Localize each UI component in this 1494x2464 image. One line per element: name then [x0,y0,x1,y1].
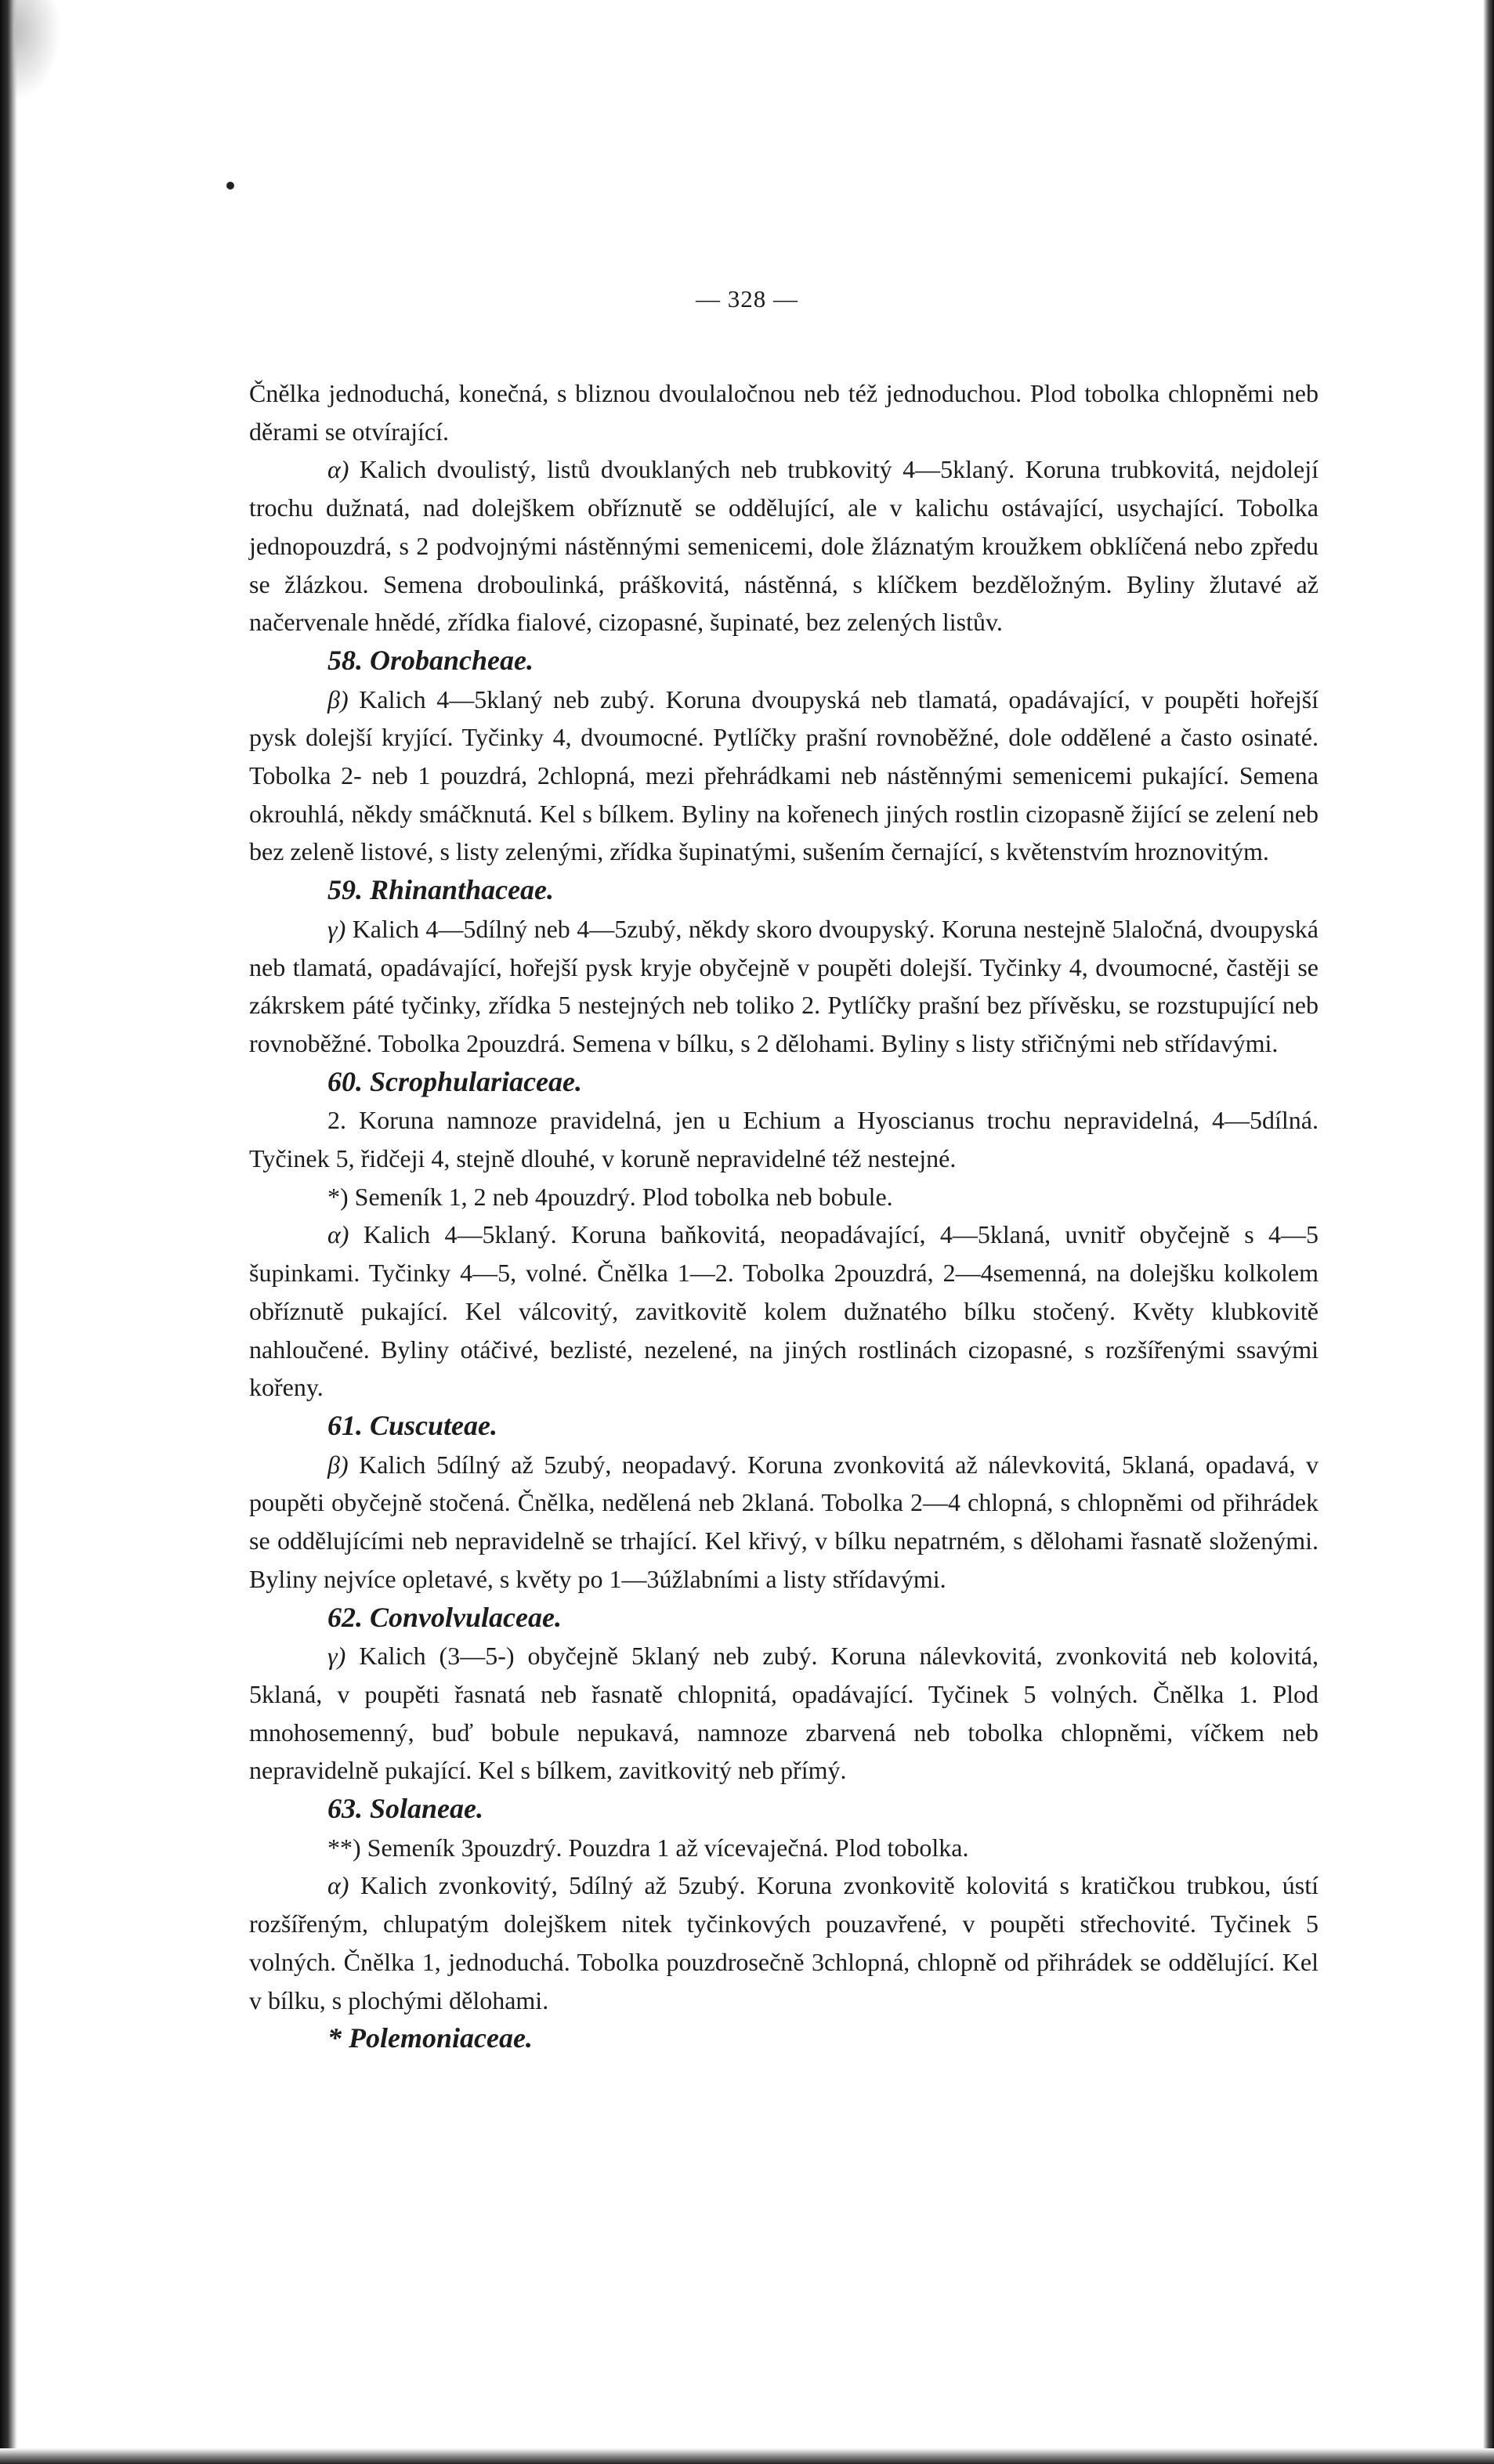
paragraph-text: Čnělka jednoduchá, konečná, s bliznou dvoulaločnou neb též jednoduchou. Plod tobolka chlopněmi neb děrami se otvírající. [249,379,1319,446]
paragraph-marker: β) [327,685,349,714]
family-name: * Polemoniaceae. [327,2022,533,2054]
family-name: 63. Solaneae. [327,1793,484,1825]
paragraph-text: Kalich 4—5klaný. Koruna baňkovitá, neopadávající, 4—5klaná, uvnitř obyčejně s 4—5 šupinkami. Tyčinky 4—5, volné. Čnělka 1—2. Tobolka 2pouzdrá, 2—4semenná, na dolejšku kolkolem obříznutě pukající. Kel válcovitý, zavitkovitě kolem dužnatého bílku stočený. Květy klubkovitě nahloučené. Byliny otáčivé, bezlisté, nezelené, na jiných rostlinách cizopasné, s rozšířenými ssavými kořeny. [249,1220,1319,1402]
paragraph-ovary-note-2 [249,1829,1319,1867]
scan-edge-bottom [0,2448,1494,2464]
scan-edge-right [1483,0,1494,2464]
family-name: 58. Orobancheae. [327,644,534,676]
family-name: 59. Rhinanthaceae. [327,874,555,906]
paragraph-intro [249,374,1319,450]
paragraph-text: *) Semeník 1, 2 neb 4pouzdrý. Plod tobolka neb bobule. [327,1182,893,1211]
family-name: 62. Convolvulaceae. [327,1601,562,1633]
paragraph-text: Kalich 4—5klaný neb zubý. Koruna dvoupyská neb tlamatá, opadávající, v poupěti hořejší pysk dolejší kryjící. Tyčinky 4, dvoumocné. Pytlíčky prašní rovnoběžné, dole oddělené a často osinaté. Tobolka 2- neb 1 pouzdrá, 2chlopná, mezi přehrádkami neb nástěnnými semenicemi pukající. Semena okrouhlá, někdy smáčknutá. Kel s bílkem. Byliny na kořenech jiných rostlin cizopasně žijící se zelení neb bez zeleně listové, s listy zelenými, zřídka šupinatými, sušením černající, s květenstvím hroznovitým. [249,685,1319,866]
paragraph-marker: γ) [327,1642,346,1671]
paragraph-text: Kalich 4—5dílný neb 4—5zubý, někdy skoro dvoupyský. Koruna nestejně 5laločná, dvoupyská neb tlamatá, opadávající, hořejší pysk kryje obyčejně v poupěti dolejší. Tyčinky 4, dvoumocné, častěji se zákrskem páté tyčinky, zřídka 5 nestejných neb toliko 2. Pytlíčky prašní bez přívěsku, se rozstupující neb rovnoběžné. Tobolka 2pouzdrá. Semena v bílku, s 2 dělohami. Byliny s listy střičnými neb střídavými. [249,914,1319,1057]
paragraph-text: 2. Koruna namnoze pravidelná, jen u Echium a Hyoscianus trochu nepravidelná, 4—5dílná. Tyčinek 5, řidčeji 4, stejně dlouhé, v koruně nepravidelné též nestejné. [249,1106,1319,1173]
paragraph-solaneae [249,1637,1319,1829]
paragraph-corolla-regular [249,1101,1319,1177]
family-name: 60. Scrophulariaceae. [327,1065,583,1097]
paragraph-text: Kalich dvoulistý, listů dvouklaných neb trubkovitý 4—5klaný. Koruna trubkovitá, nejdolejí trochu dužnatá, nad dolejškem obříznutě se oddělující, ale v kalichu ostávající, usychající. Tobolka jednopouzdrá, s 2 podvojnými nástěnnými semenicemi, dole žláznatým kroužkem obklíčená nebo zpředu se žlázkou. Semena droboulinká, práškovitá, nástěnná, s klíčkem bezděložným. Byliny žlutavé až načervenale hnědé, zřídka fialové, cizopasné, šupinaté, bez zelených listův. [249,455,1319,637]
paragraph-marker: α) [327,455,349,484]
paragraph-rhinanthaceae [249,681,1319,910]
paragraph-cuscuteae [249,1216,1319,1445]
paragraph-marker: β) [327,1450,349,1479]
paragraph-marker: α) [327,1871,349,1900]
paragraph-marker: α) [327,1220,349,1249]
paragraph-orobancheae [249,450,1319,680]
paragraph-text: **) Semeník 3pouzdrý. Pouzdra 1 až vícevaječná. Plod tobolka. [327,1833,969,1862]
paragraph-ovary-note [249,1178,1319,1216]
paragraph-polemoniaceae [249,1866,1319,2058]
page-body [249,374,1319,2058]
scan-edge-left [0,0,17,2464]
paragraph-convolvulaceae [249,1446,1319,1638]
family-name: 61. Cuscuteae. [327,1409,498,1441]
ink-dot [226,182,234,190]
paragraph-text: Kalich 5dílný až 5zubý, neopadavý. Koruna zvonkovitá až nálevkovitá, 5klaná, opadavá, v poupěti obyčejně stočená. Čnělka, nedělená neb 2klaná. Tobolka 2—4 chlopná, s chlopněmi od přihrádek se oddělujícími neb nepravidelně se trhající. Kel křivý, v bílku nepatrném, s dělohami řasnatě složenými. Byliny nejvíce opletavé, s květy po 1—3úžlabními a listy střídavými. [249,1450,1319,1593]
paragraph-scrophulariaceae [249,910,1319,1102]
page-number: — 328 — [696,285,798,313]
paragraph-marker: γ) [327,914,346,943]
scan-smudge [14,0,61,102]
paragraph-text: Kalich (3—5-) obyčejně 5klaný neb zubý. Koruna nálevkovitá, zvonkovitá neb kolovitá, 5klaná, v poupěti řasnatá neb řasnatě chlopnitá, opadávající. Tyčinek 5 volných. Čnělka 1. Plod mnohosemenný, buď bobule nepukavá, namnoze zbarvená neb tobolka chlopněmi, víčkem neb nepravidelně pukající. Kel s bílkem, zavitkovitý neb přímý. [249,1642,1319,1785]
paragraph-text: Kalich zvonkovitý, 5dílný až 5zubý. Koruna zvonkovitě kolovitá s kratičkou trubkou, ústí rozšířeným, chlupatým dolejškem nitek tyčinkových pouzavřené, v poupěti střechovité. Tyčinek 5 volných. Čnělka 1, jednoduchá. Tobolka pouzdrosečně 3chlopná, chlopně od přihrádek se oddělující. Kel v bílku, s plochými dělohami. [249,1871,1319,2014]
